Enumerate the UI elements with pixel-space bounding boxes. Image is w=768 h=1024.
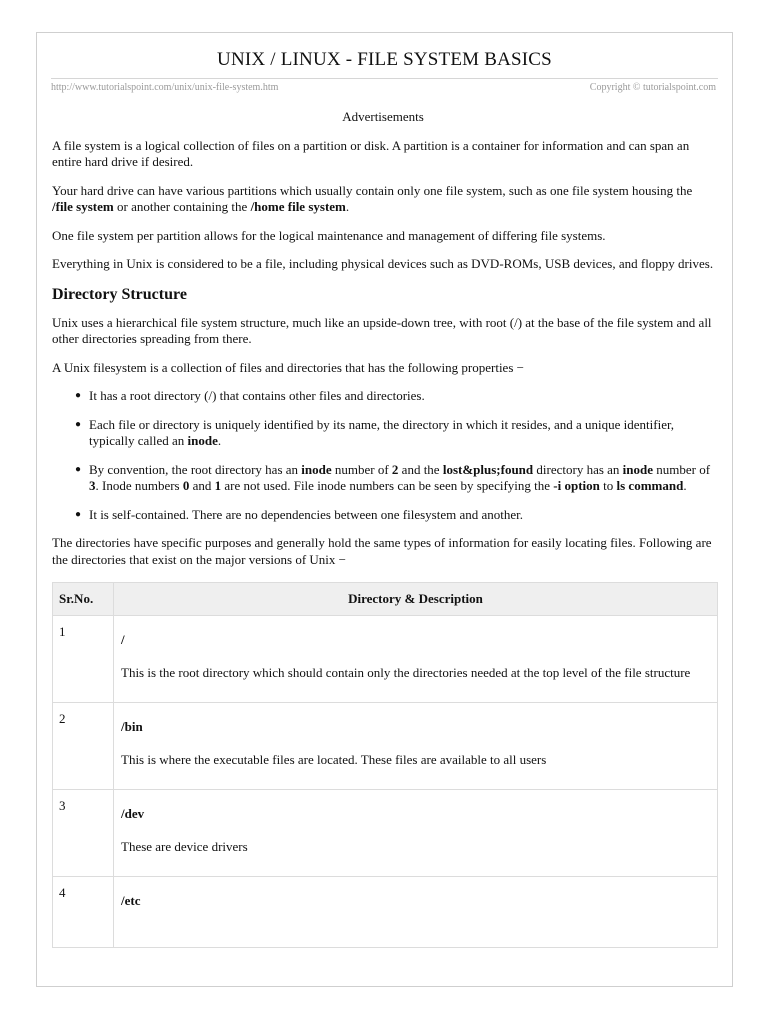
paragraph-properties-intro: A Unix filesystem is a collection of files and directories that has the following properties − [52,359,524,375]
page-title: UNIX / LINUX - FILE SYSTEM BASICS [217,49,552,70]
advertisements-label: Advertisements [342,109,424,124]
bullet-icon: ● [75,418,82,430]
list-item: ● It has a root directory (/) that contains other files and directories. [75,388,425,403]
bullet-icon: ● [75,508,82,520]
paragraph-directories-intro: The directories have specific purposes and generally hold the same types of information for easily locating files. Following are the directories that exist on the major versions of Unix − [52,535,712,567]
table-row [53,790,718,877]
directory-description: This is where the executable files are located. These files are available to all users [121,751,547,767]
cell-description [114,877,718,948]
column-header-directory: Directory & Description [114,583,718,616]
column-header-srno: Sr.No. [53,583,114,616]
bullet-icon: ● [75,463,82,475]
header-rule [51,78,718,79]
cell-srno: 4 [53,877,114,948]
paragraph-hierarchy: Unix uses a hierarchical file system structure, much like an upside-down tree, with root (/) at the base of the file system and all other directories spreading from there. [52,314,712,346]
cell-srno: 3 [53,790,114,877]
directory-description: These are device drivers [121,838,248,854]
list-item: ● It is self-contained. There are no dependencies between one filesystem and another. [75,506,524,522]
article-content [52,109,714,948]
cell-description [114,616,718,703]
cell-srno: 1 [53,616,114,703]
header-meta [51,82,716,96]
copyright-notice: Copyright © tutorialspoint.com [589,82,716,93]
properties-list [52,388,714,523]
paragraph-intro: A file system is a logical collection of files on a partition or disk. A partition is a container for information and can span an entire hard drive if desired. [52,137,690,169]
directory-description: This is the root directory which should contain only the directories needed at the top level of the file structure [121,664,691,680]
paragraph-partitions: Your hard drive can have various partitions which usually contain only one file system, such as one file system housing the /file system or another containing the /home file system. [52,182,693,214]
list-item: ● By convention, the root directory has an inode number of 2 and the lost&plus;found directory has an inode number of 3. Inode numbers 0 and 1 are not used. File inode numbers can be seen by specifying the -i option to ls command. [75,461,711,493]
bold-file-system: /file system [52,199,114,214]
document-page [36,32,733,987]
paragraph-maintenance: One file system per partition allows for the logical maintenance and management of differing file systems. [52,227,606,243]
directory-name: /bin [121,719,143,734]
section-heading: Directory Structure [52,285,187,303]
source-url[interactable]: http://www.tutorialspoint.com/unix/unix-file-system.htm [51,82,279,93]
cell-srno: 2 [53,703,114,790]
cell-description [114,790,718,877]
directory-name: /etc [121,893,141,908]
bold-home-file-system: /home file system [250,199,346,214]
table-row [53,703,718,790]
directory-table [52,582,718,948]
cell-description [114,703,718,790]
list-item: ● Each file or directory is uniquely identified by its name, the directory in which it resides, and a unique identifier, typically called an inode. [75,416,675,448]
table-header-row [53,583,718,616]
bullet-icon: ● [75,390,82,401]
table-row [53,877,718,948]
paragraph-everything-file: Everything in Unix is considered to be a file, including physical devices such as DVD-ROMs, USB devices, and floppy drives. [52,256,714,271]
directory-name: / [121,632,125,647]
table-row [53,616,718,703]
directory-name: /dev [121,806,145,821]
